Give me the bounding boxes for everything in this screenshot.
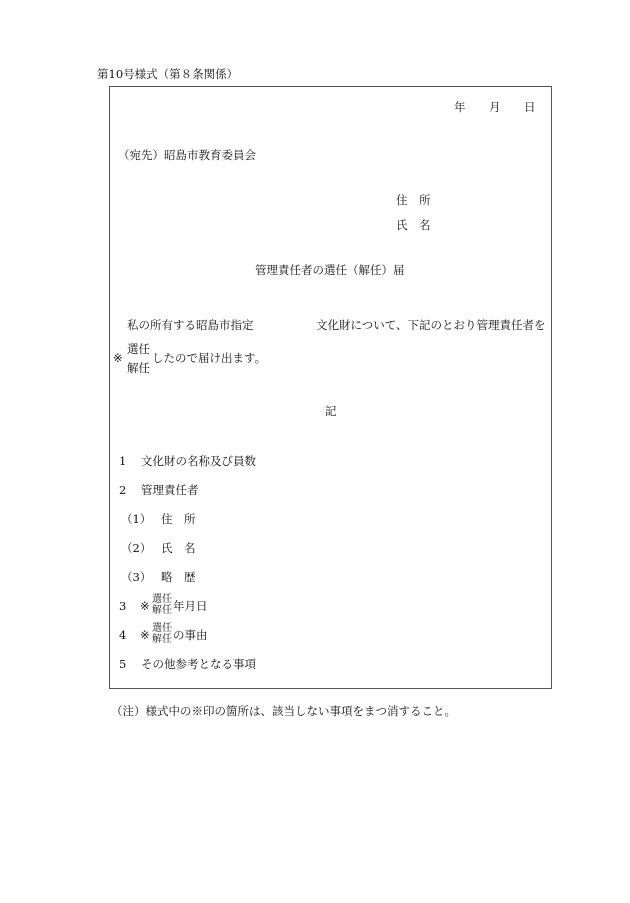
item4-option-dismiss: 解任 bbox=[152, 634, 172, 645]
item2-number: 2 bbox=[119, 483, 127, 497]
item4-number: 4 bbox=[119, 628, 127, 642]
sub2-label: 氏 名 bbox=[161, 541, 196, 555]
item3-option-appoint: 選任 bbox=[152, 594, 172, 605]
item4-option-appoint: 選任 bbox=[152, 623, 172, 634]
item4-label: の事由 bbox=[173, 628, 208, 642]
item3-label: 年月日 bbox=[173, 599, 208, 613]
item4-strike-mark: ※ bbox=[140, 628, 150, 642]
item5-label: その他参考となる事項 bbox=[141, 657, 256, 671]
sub1-number: （1） bbox=[121, 512, 152, 526]
sub3-label: 略 歴 bbox=[161, 570, 196, 584]
item3-option-dismiss: 解任 bbox=[152, 605, 172, 616]
strike-mark: ※ bbox=[113, 351, 123, 365]
item2-label: 管理責任者 bbox=[141, 483, 199, 497]
item5-number: 5 bbox=[119, 657, 127, 671]
date-year-label: 年 bbox=[454, 100, 466, 114]
date-day-label: 日 bbox=[524, 100, 536, 114]
addressee: （宛先）昭島市教育委員会 bbox=[118, 148, 256, 162]
ki-heading: 記 bbox=[325, 404, 337, 418]
sub1-label: 住 所 bbox=[161, 512, 196, 526]
applicant-name-label: 氏 名 bbox=[396, 218, 431, 232]
item4-options bbox=[152, 623, 172, 645]
item1-label: 文化財の名称及び員数 bbox=[141, 454, 256, 468]
footnote: （注）様式中の※印の箇所は、該当しない事項をまつ消すること。 bbox=[111, 704, 456, 718]
option-dismiss: 解任 bbox=[127, 361, 150, 375]
item3-number: 3 bbox=[119, 599, 127, 613]
sub3-number: （3） bbox=[121, 570, 152, 584]
document-title: 管理責任者の選任（解任）届 bbox=[255, 263, 405, 277]
item1-number: 1 bbox=[119, 454, 127, 468]
date-month-label: 月 bbox=[489, 100, 501, 114]
option-appoint: 選任 bbox=[127, 342, 150, 356]
item3-strike-mark: ※ bbox=[140, 599, 150, 613]
body-text-part2: 文化財について、下記のとおり管理責任者を bbox=[316, 318, 546, 332]
applicant-address-label: 住 所 bbox=[396, 193, 431, 207]
body-text-part1: 私の所有する昭島市指定 bbox=[127, 318, 254, 332]
form-number-label: 第10号様式（第８条関係） bbox=[97, 67, 239, 81]
item3-options bbox=[152, 594, 172, 616]
body-text-line2: したので届け出ます。 bbox=[152, 351, 267, 365]
sub2-number: （2） bbox=[121, 541, 152, 555]
